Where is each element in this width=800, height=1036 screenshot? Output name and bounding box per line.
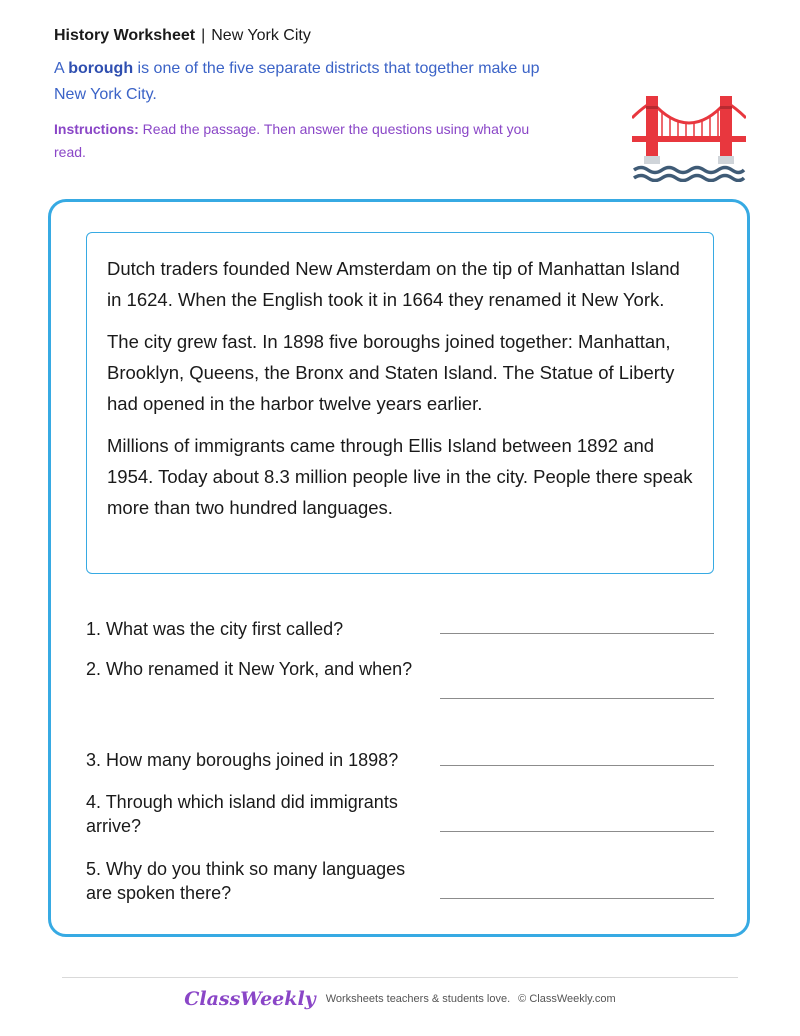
definition-prefix: A xyxy=(54,60,69,77)
instructions-text: Read the passage. Then answer the questions using what you read. xyxy=(54,121,530,160)
footer-copyright: © ClassWeekly.com xyxy=(518,993,616,1005)
brand-logo: ClassWeekly xyxy=(184,988,316,1010)
question-1: 1. What was the city first called? xyxy=(86,619,344,639)
question-3: 3. How many boroughs joined in 1898? xyxy=(86,750,399,770)
instructions xyxy=(54,118,564,164)
question-4: 4. Through which island did immigrants arrive? xyxy=(86,792,398,836)
footer xyxy=(0,988,800,1010)
answer-line-3[interactable] xyxy=(440,765,714,766)
answer-line-5[interactable] xyxy=(440,898,714,899)
bridge-icon xyxy=(632,92,746,182)
worksheet-header xyxy=(54,26,614,164)
passage-paragraph: Dutch traders founded New Amsterdam on the tip of Manhattan Island in 1624. When the English took it in 1664 they renamed it New York. xyxy=(107,258,680,310)
passage-paragraph: Millions of immigrants came through Ellis Island between 1892 and 1954. Today about 8.3 million people live in the city. People there speak more than two hundred languages. xyxy=(107,435,693,518)
instructions-label: Instructions: xyxy=(54,121,139,137)
worksheet-subject: History Worksheet xyxy=(54,27,196,44)
question-5: 5. Why do you think so many languages are spoken there? xyxy=(86,859,406,903)
answer-line-2[interactable] xyxy=(440,698,714,699)
footer-divider xyxy=(62,977,738,978)
question-2: 2. Who renamed it New York, and when? xyxy=(86,659,413,679)
answer-line-4[interactable] xyxy=(440,831,714,832)
vocabulary-definition xyxy=(54,56,574,108)
title-separator: | xyxy=(201,27,206,44)
answer-line-1[interactable] xyxy=(440,633,714,634)
passage-paragraph: The city grew fast. In 1898 five boroughs joined together: Manhattan, Brooklyn, Queens, the Bronx and Staten Island. The Statue of Liberty had opened in the harbor twelve years earlier. xyxy=(107,331,675,414)
reading-passage xyxy=(86,232,714,574)
worksheet-topic: New York City xyxy=(211,27,311,44)
worksheet-title xyxy=(54,26,614,46)
vocabulary-term: borough xyxy=(68,60,134,77)
footer-tagline: Worksheets teachers & students love. xyxy=(325,993,511,1005)
definition-text: is one of the five separate districts that together make up New York City. xyxy=(54,60,540,103)
